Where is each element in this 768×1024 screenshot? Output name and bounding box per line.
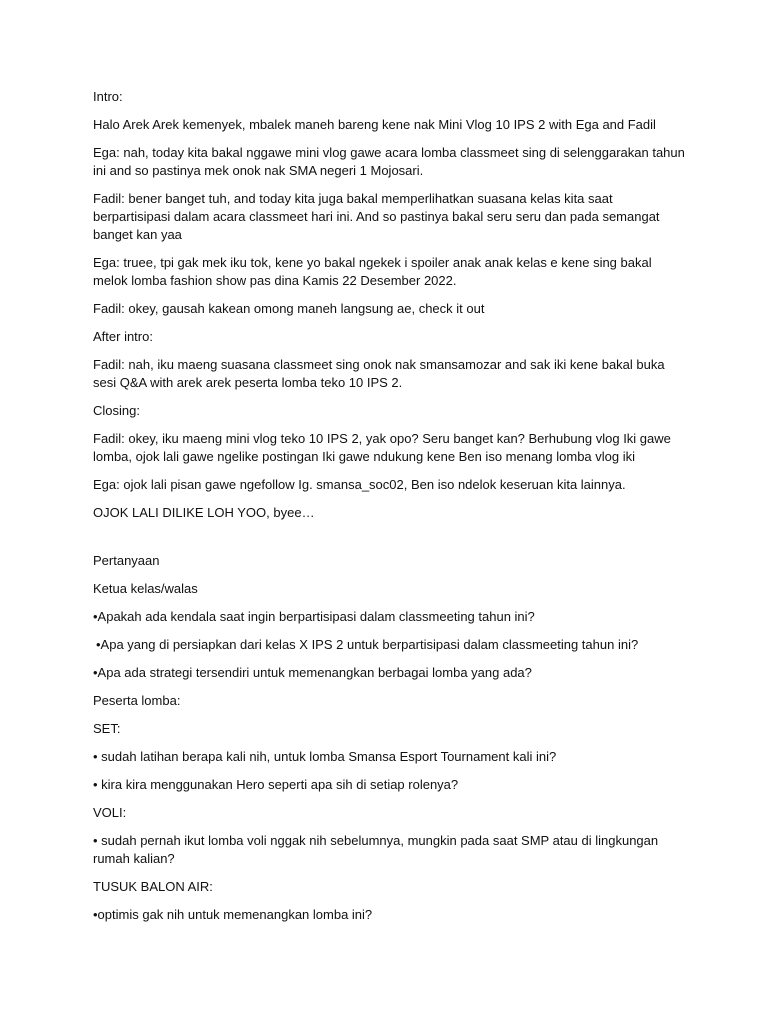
script-section [93, 88, 688, 522]
question-item: •Apa ada strategi tersendiri untuk memenangkan berbagai lomba yang ada? [93, 665, 532, 680]
script-line: Fadil: bener banget tuh, and today kita juga bakal memperlihatkan suasana kelas kita saat berpartisipasi dalam acara classmeet hari ini. And so pastinya bakal seru seru dan pada semangat banget kan yaa [93, 191, 660, 242]
script-line: Halo Arek Arek kemenyek, mbalek maneh bareng kene nak Mini Vlog 10 IPS 2 with Ega and Fadil [93, 117, 656, 132]
script-line: Fadil: okey, iku maeng mini vlog teko 10 IPS 2, yak opo? Seru banget kan? Berhubung vlog Iki gawe lomba, ojok lali gawe ngelike postingan Iki gawe ndukung kene Ben iso menang lomba vlog iki [93, 431, 671, 464]
question-item: • kira kira menggunakan Hero seperti apa sih di setiap rolenya? [93, 777, 459, 792]
script-line: Fadil: nah, iku maeng suasana classmeet sing onok nak smansamozar and sak iki kene bakal buka sesi Q&A with arek arek peserta lomba teko 10 IPS 2. [93, 357, 665, 390]
question-item: •optimis gak nih untuk memenangkan lomba ini? [93, 907, 373, 922]
script-line: Ega: truee, tpi gak mek iku tok, kene yo bakal ngekek i spoiler anak anak kelas e kene sing bakal melok lomba fashion show pas dina Kamis 22 Desember 2022. [93, 255, 652, 288]
questions-heading: Pertanyaan [93, 553, 160, 568]
closing-heading: Closing: [93, 403, 140, 418]
competition-label: TUSUK BALON AIR: [93, 879, 213, 894]
question-item: • sudah pernah ikut lomba voli nggak nih sebelumnya, mungkin pada saat SMP atau di lingkungan rumah kalian? [93, 833, 659, 866]
question-item: •Apa yang di persiapkan dari kelas X IPS 2 untuk berpartisipasi dalam classmeeting tahun ini? [96, 637, 639, 652]
after-intro-heading: After intro: [93, 329, 153, 344]
script-line: OJOK LALI DILIKE LOH YOO, byee… [93, 505, 315, 520]
section-gap [93, 532, 688, 552]
intro-heading: Intro: [93, 89, 123, 104]
competition-label: VOLI: [93, 805, 127, 820]
script-line: Fadil: okey, gausah kakean omong maneh langsung ae, check it out [93, 301, 485, 316]
competition-label: SET: [93, 721, 121, 736]
questions-group-label: Peserta lomba: [93, 693, 181, 708]
question-item: •Apakah ada kendala saat ingin berpartisipasi dalam classmeeting tahun ini? [93, 609, 535, 624]
questions-section [93, 552, 688, 924]
questions-group-label: Ketua kelas/walas [93, 581, 198, 596]
script-line: Ega: nah, today kita bakal nggawe mini vlog gawe acara lomba classmeet sing di selenggarakan tahun ini and so pastinya mek onok nak SMA negeri 1 Mojosari. [93, 145, 685, 178]
script-line: Ega: ojok lali pisan gawe ngefollow Ig. smansa_soc02, Ben iso ndelok keseruan kita lainnya. [93, 477, 626, 492]
question-item: • sudah latihan berapa kali nih, untuk lomba Smansa Esport Tournament kali ini? [93, 749, 557, 764]
